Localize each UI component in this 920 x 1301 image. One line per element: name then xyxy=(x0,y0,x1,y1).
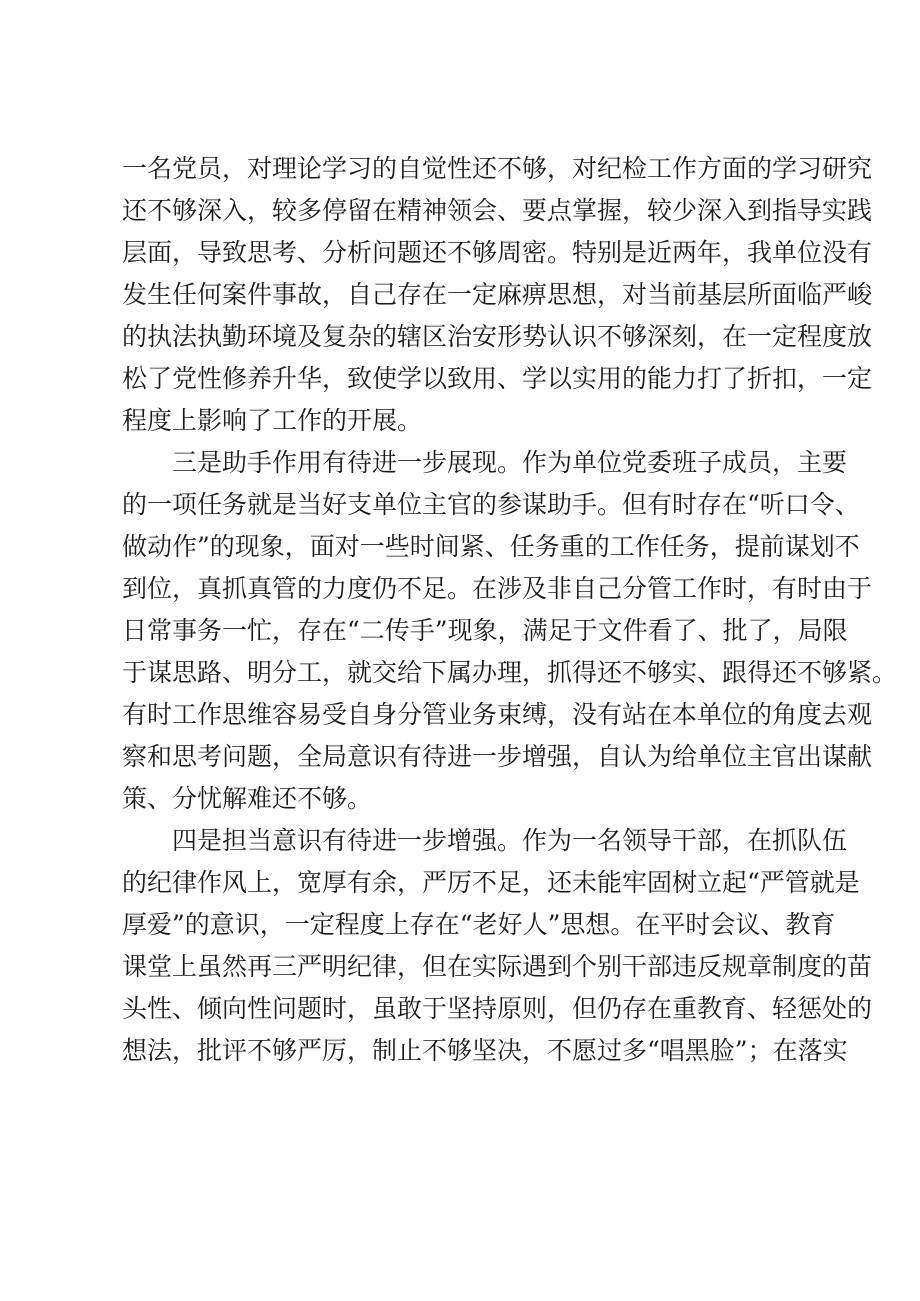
text-line: 察和思考问题，全局意识有待进一步增强，自认为给单位主官出谋献 xyxy=(122,742,873,771)
text-line: 层面，导致思考、分析问题还不够周密。特别是近两年，我单位没有 xyxy=(122,238,873,267)
text-line: 松了党性修养升华，致使学以致用、学以实用的能力打了折扣，一定 xyxy=(122,364,873,393)
text-line: 的纪律作风上，宽厚有余，严厉不足，还未能牢固树立起“严管就是 xyxy=(122,868,860,897)
paragraph-start-line: 三是助手作用有待进一步展现。作为单位党委班子成员，主要 xyxy=(172,448,848,477)
paragraph-end-line: 策、分忧解难还不够。 xyxy=(122,784,373,813)
text-line: 的执法执勤环境及复杂的辖区治安形势认识不够深刻，在一定程度放 xyxy=(122,322,873,351)
text-line: 的一项任务就是当好支单位主官的参谋助手。但有时存在“听口令、 xyxy=(122,490,860,519)
paragraph-start-line: 四是担当意识有待进一步增强。作为一名领导干部，在抓队伍 xyxy=(172,826,848,855)
text-line: 厚爱”的意识，一定程度上存在“老好人”思想。在平时会议、教育 xyxy=(122,910,836,939)
text-line: 还不够深入，较多停留在精神领会、要点掌握，较少深入到指导实践 xyxy=(122,196,873,225)
text-line: 做动作”的现象，面对一些时间紧、任务重的工作任务，提前谋划不 xyxy=(122,532,860,561)
text-line: 头性、倾向性问题时，虽敢于坚持原则，但仍存在重教育、轻惩处的 xyxy=(122,994,873,1023)
text-line: 于谋思路、明分工，就交给下属办理，抓得还不够实、跟得还不够紧。 xyxy=(122,658,898,687)
text-line: 想法，批评不够严厉，制止不够坚决，不愿过多“唱黑脸”；在落实 xyxy=(122,1036,848,1065)
text-line: 课堂上虽然再三严明纪律，但在实际遇到个别干部违反规章制度的苗 xyxy=(122,952,873,981)
paragraph-end-line: 程度上影响了工作的开展。 xyxy=(122,406,423,435)
text-line: 有时工作思维容易受自身分管业务束缚，没有站在本单位的角度去观 xyxy=(122,700,873,729)
text-line: 一名党员，对理论学习的自觉性还不够，对纪检工作方面的学习研究 xyxy=(122,154,873,183)
text-line: 发生任何案件事故，自己存在一定麻痹思想，对当前基层所面临严峻 xyxy=(122,280,873,309)
text-line: 日常事务一忙，存在“二传手”现象，满足于文件看了、批了，局限 xyxy=(122,616,848,645)
text-line: 到位，真抓真管的力度仍不足。在涉及非自己分管工作时，有时由于 xyxy=(122,574,873,603)
document-body xyxy=(122,148,898,1072)
